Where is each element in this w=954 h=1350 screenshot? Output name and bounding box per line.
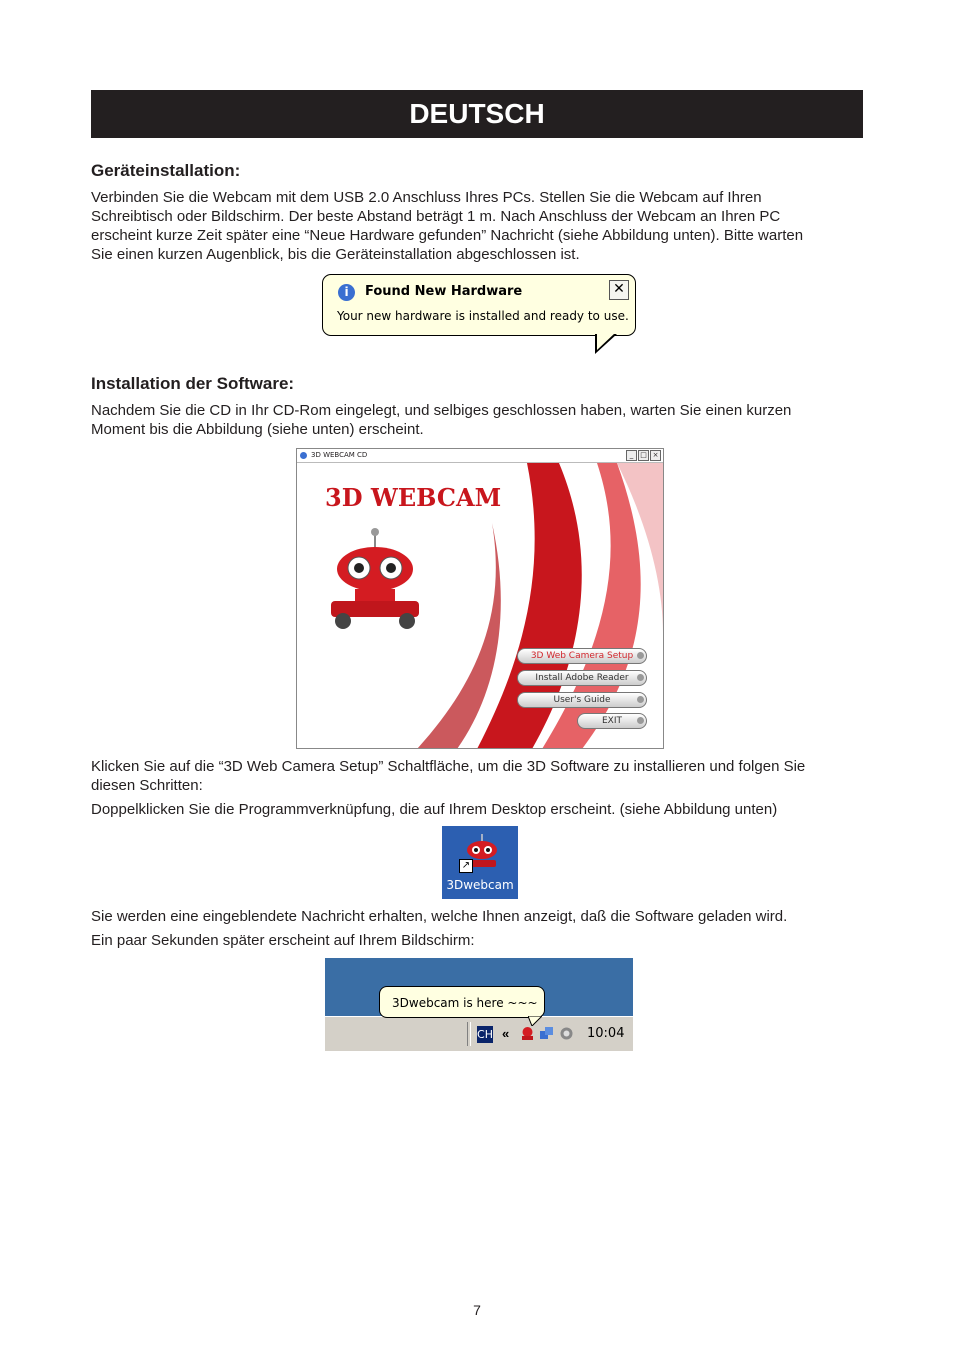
paragraph-line: Doppelklicken Sie die Programmverknüpfung, die auf Ihrem Desktop erscheint. (siehe Abbildung unten)	[91, 801, 778, 818]
bullet-icon	[637, 696, 644, 703]
section-heading-software-install: Installation der Software:	[91, 374, 295, 393]
paragraph-line: Verbinden Sie die Webcam mit dem USB 2.0 Anschluss Ihres PCs. Stellen Sie die Webcam auf Ihren	[91, 189, 762, 206]
network-icon[interactable]	[539, 1026, 554, 1041]
paragraph-line: Ein paar Sekunden später erscheint auf Ihrem Bildschirm:	[91, 932, 475, 949]
paragraph-line: Moment bis die Abbildung (siehe unten) erscheint.	[91, 421, 424, 438]
info-icon: i	[338, 284, 355, 301]
desktop-shortcut[interactable]	[442, 826, 518, 899]
paragraph-line: Schreibtisch oder Bildschirm. Der beste Abstand beträgt 1 m. Nach Anschluss der Webcam an Ihren PC	[91, 208, 781, 225]
webcam-tray-icon[interactable]	[520, 1026, 535, 1041]
install-adobe-label: Install Adobe Reader	[535, 673, 629, 683]
taskbar-screenshot	[325, 958, 633, 1051]
setup-window	[296, 448, 664, 749]
language-banner: DEUTSCH	[91, 90, 863, 138]
paragraph-line: diesen Schritten:	[91, 777, 203, 794]
users-guide-button[interactable]	[517, 692, 647, 708]
close-icon[interactable]: ×	[650, 450, 661, 461]
minimize-icon[interactable]: _	[626, 450, 637, 461]
brand-logo: 3D WEBCAM	[325, 483, 502, 512]
window-title: 3D WEBCAM CD	[311, 451, 368, 459]
balloon-message: Your new hardware is installed and ready to use.	[337, 309, 629, 323]
page-number: 7	[473, 1302, 481, 1318]
setup-button-label: 3D Web Camera Setup	[530, 651, 634, 661]
section-heading-device-install: Geräteinstallation:	[91, 161, 241, 180]
balloon-title: Found New Hardware	[365, 284, 523, 299]
exit-button[interactable]	[577, 713, 647, 729]
found-new-hardware-balloon	[322, 274, 636, 336]
shortcut-label: 3Dwebcam	[446, 878, 514, 892]
volume-icon[interactable]	[559, 1026, 574, 1041]
bullet-icon	[637, 717, 644, 724]
paragraph-line: Klicken Sie auf die “3D Web Camera Setup” Schaltfläche, um die 3D Software zu installieren und folgen Sie	[91, 758, 806, 775]
bullet-icon	[637, 674, 644, 681]
paragraph-line: Sie werden eine eingeblendete Nachricht erhalten, welche Ihnen anzeigt, daß die Software geladen wird.	[91, 908, 788, 925]
bubble-tail	[528, 1016, 542, 1026]
tray-expand-icon[interactable]: «	[502, 1026, 510, 1041]
maximize-icon[interactable]: □	[638, 450, 649, 461]
cd-icon	[300, 452, 307, 459]
bullet-icon	[637, 652, 644, 659]
clock[interactable]: 10:04	[587, 1026, 625, 1041]
exit-label: EXIT	[601, 716, 622, 726]
install-adobe-button[interactable]	[517, 670, 647, 686]
taskbar-separator	[467, 1022, 471, 1046]
paragraph-line: erscheint kurze Zeit später eine “Neue Hardware gefunden” Nachricht (siehe Abbildung unten). Bitte warten	[91, 227, 804, 244]
shortcut-arrow-icon: ↗	[459, 859, 473, 873]
balloon-tail-fill	[597, 333, 615, 350]
paragraph-line: Nachdem Sie die CD in Ihr CD-Rom eingelegt, und selbiges geschlossen haben, warten Sie einen kurzen	[91, 402, 792, 419]
window-titlebar	[297, 449, 663, 463]
notification-bubble: 3Dwebcam is here ~~~	[379, 986, 545, 1018]
close-icon[interactable]: ✕	[609, 280, 629, 300]
paragraph-line: Sie einen kurzen Augenblick, bis die Geräteinstallation abgeschlossen ist.	[91, 246, 580, 263]
language-indicator[interactable]: CH	[477, 1028, 493, 1041]
robot-mascot-icon	[325, 521, 425, 631]
users-guide-label: User's Guide	[553, 695, 611, 705]
setup-button[interactable]	[517, 648, 647, 664]
